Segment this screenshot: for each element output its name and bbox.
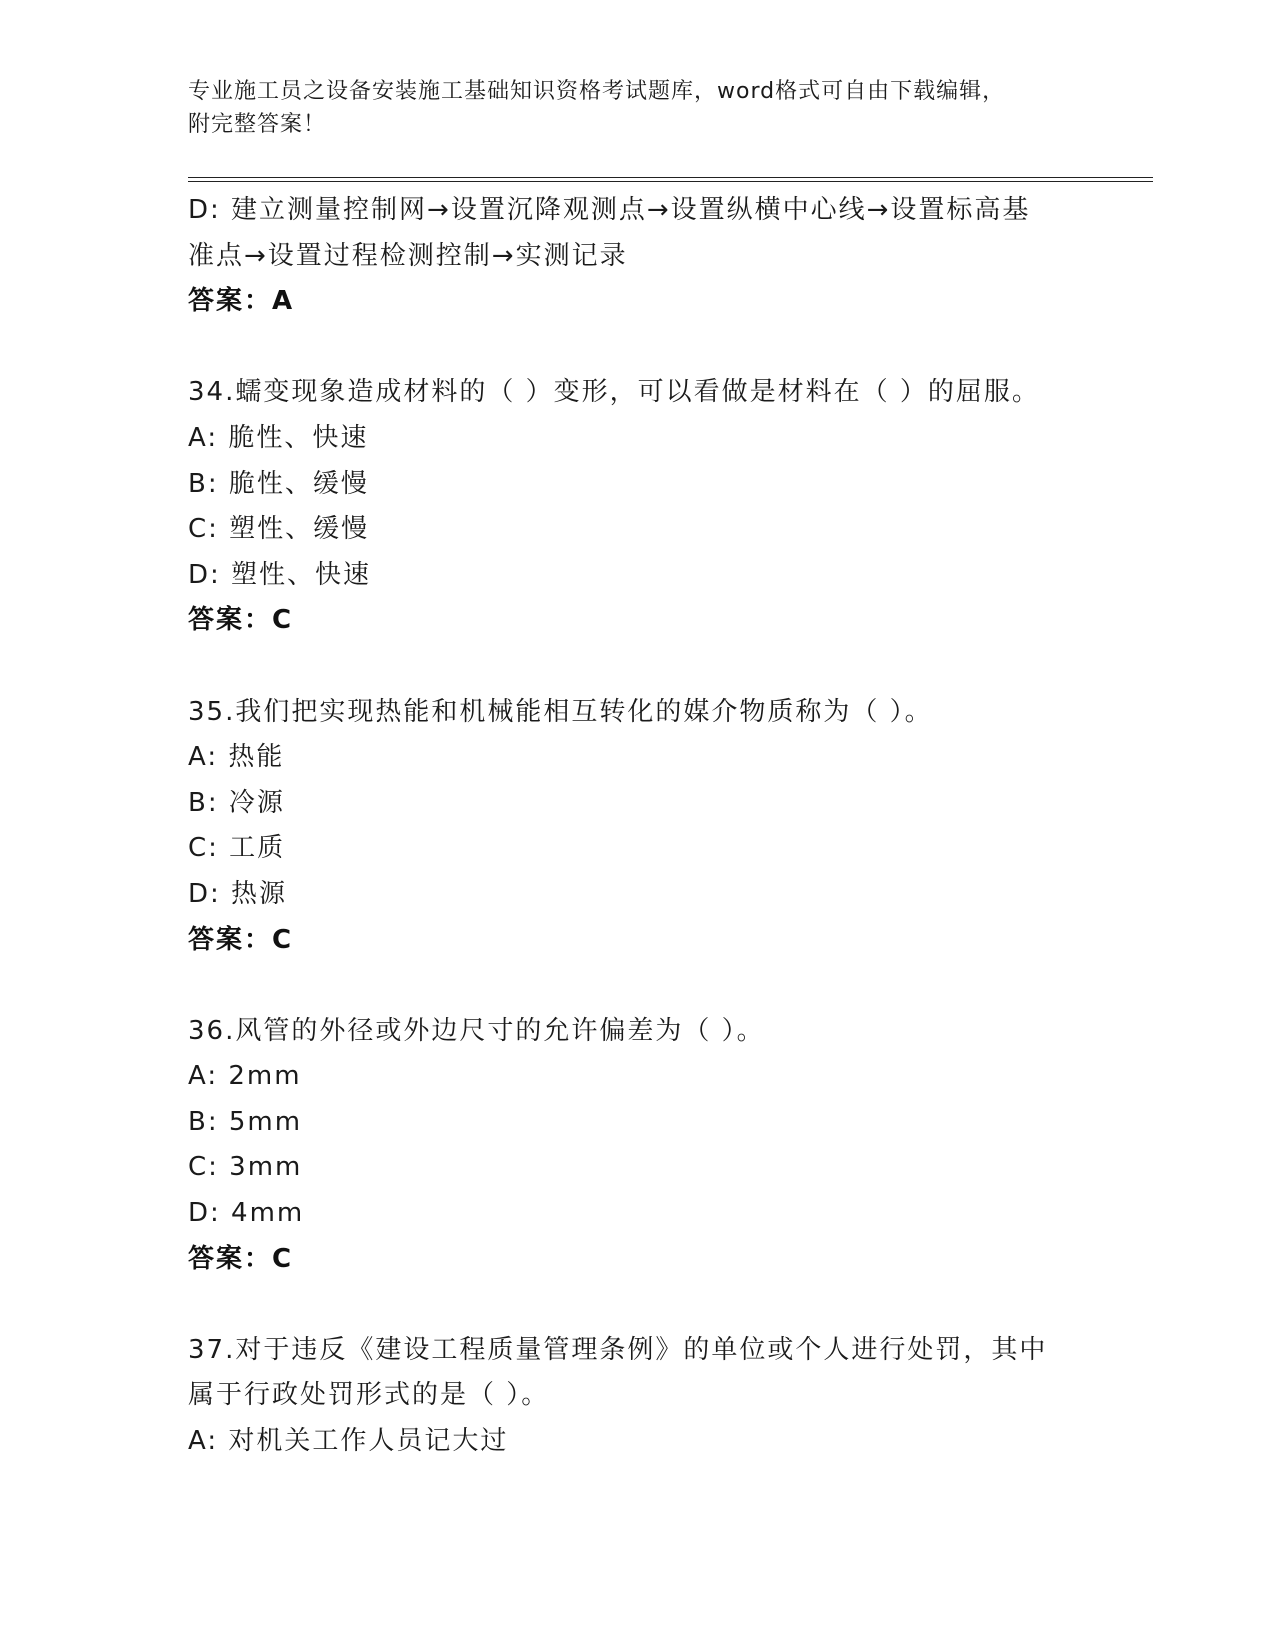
option-a: A: 脆性、快速 [188, 422, 369, 453]
option-a: A: 热能 [188, 742, 285, 773]
question-text: 36.风管的外径或外边尺寸的允许偏差为（ ）。 [188, 1015, 765, 1046]
question-block-36 [188, 1009, 1108, 1283]
option-a: A: 对机关工作人员记大过 [188, 1426, 509, 1457]
spacer [188, 963, 1108, 1009]
option-b: B: 脆性、缓慢 [188, 468, 369, 499]
option-d: D: 塑性、快速 [188, 559, 372, 590]
option-d: D: 热源 [188, 878, 288, 909]
header-divider-bottom [188, 181, 1153, 182]
answer-label: 答案：A [188, 286, 295, 317]
question-list [188, 188, 1108, 1465]
header-line-1: 专业施工员之设备安装施工基础知识资格考试题库，word格式可自由下载编辑， [188, 79, 1006, 104]
spacer [188, 1282, 1108, 1328]
header-line-2: 附完整答案！ [188, 112, 327, 137]
question-text: 34.蠕变现象造成材料的（ ）变形，可以看做是材料在（ ）的屈服。 [188, 377, 1040, 408]
option-d: D: 4mm [188, 1198, 305, 1229]
question-block-35 [188, 690, 1108, 964]
spacer [188, 325, 1108, 371]
answer-label: 答案：C [188, 924, 294, 955]
answer-label: 答案：C [188, 605, 294, 636]
question-text: 37.对于违反《建设工程质量管理条例》的单位或个人进行处罚，其中 [188, 1334, 1048, 1365]
spacer [188, 644, 1108, 690]
page-header [188, 75, 1068, 141]
option-c: C: 塑性、缓慢 [188, 514, 370, 545]
option-c: C: 工质 [188, 833, 286, 864]
question-text: 35.我们把实现热能和机械能相互转化的媒介物质称为（ ）。 [188, 696, 933, 727]
answer-label: 答案：C [188, 1243, 294, 1274]
question-block-previous [188, 188, 1108, 325]
option-b: B: 冷源 [188, 787, 285, 818]
question-block-34 [188, 370, 1108, 644]
option-c: C: 3mm [188, 1152, 303, 1183]
question-text-continued: 属于行政处罚形式的是（ ）。 [188, 1380, 550, 1411]
question-block-37 [188, 1328, 1108, 1465]
option-b: B: 5mm [188, 1106, 303, 1137]
option-d-continued: 准点→设置过程检测控制→实测记录 [188, 240, 628, 271]
option-a: A: 2mm [188, 1061, 302, 1092]
option-d: D: 建立测量控制网→设置沉降观测点→设置纵横中心线→设置标高基 [188, 195, 1031, 225]
header-divider-top [188, 177, 1153, 178]
